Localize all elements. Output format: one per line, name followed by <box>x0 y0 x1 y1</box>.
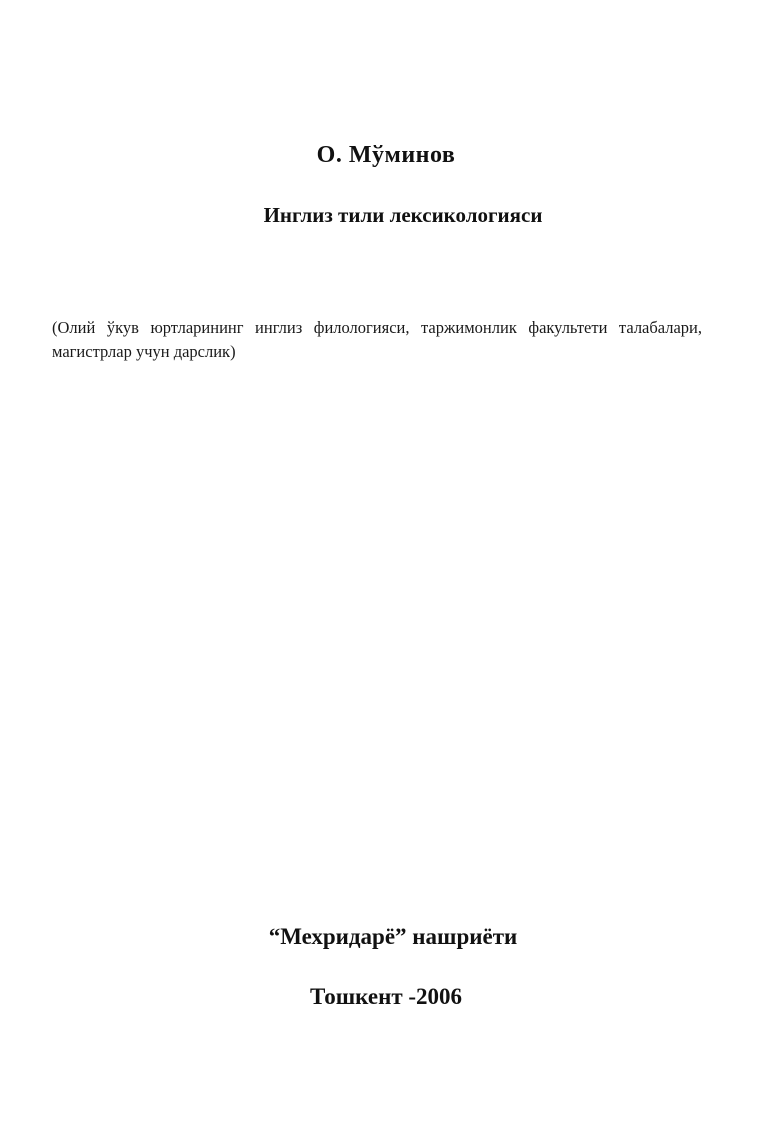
publication-city-year: Тошкент -2006 <box>309 984 463 1009</box>
book-subtitle: (Олий ўкув юртларининг инглиз филологияси, таржимонлик факультети талабалари, магистрлар учун дарслик) <box>52 318 702 361</box>
publisher-name: “Мехридарё” нашриёти <box>268 924 518 949</box>
author-name: О. Мўминов <box>316 142 456 168</box>
book-title: Инглиз тили лексикологияси <box>263 203 543 227</box>
